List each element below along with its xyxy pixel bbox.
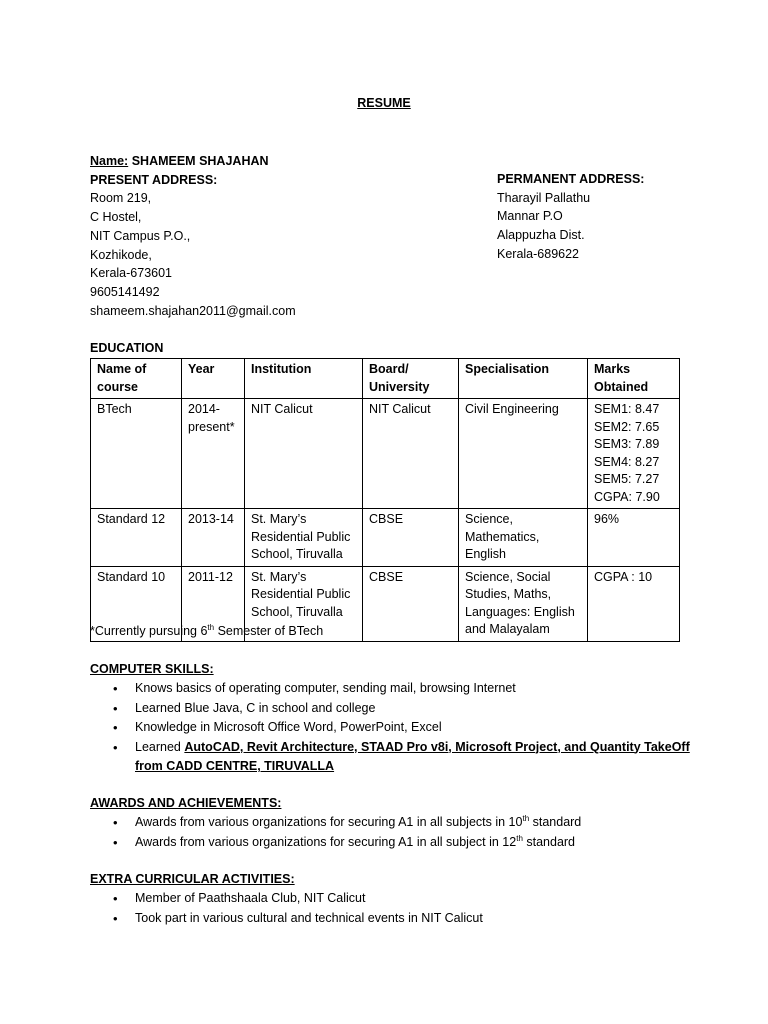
cell-line: SEM4: 8.27 <box>594 454 660 469</box>
cell-line: Board/ <box>369 362 409 376</box>
header-cell-course <box>91 359 182 399</box>
award-text-end: standard <box>522 834 576 849</box>
cell-line: course <box>97 379 138 394</box>
extra-curricular-list <box>90 889 483 928</box>
footnote-text: *Currently pursuing 6 <box>90 624 208 638</box>
cell-year <box>182 399 245 509</box>
cell-marks <box>588 566 680 641</box>
cell-line: Year <box>188 362 215 376</box>
cell-line: SEM5: 7.27 <box>594 472 660 486</box>
cell-board <box>363 566 459 641</box>
list-item: • Knowledge in Microsoft Office Word, PowerPoint, Excel <box>90 718 690 738</box>
name-label: Name: <box>90 154 129 168</box>
award-text: Awards from various organizations for securing A1 in all subjects in 10 <box>135 815 523 829</box>
cell-marks <box>588 509 680 567</box>
computer-skills-list <box>90 679 690 777</box>
permanent-address-line: Kerala-689622 <box>497 246 580 261</box>
cell-line: SEM3: 7.89 <box>594 437 660 451</box>
cell-line: NIT Calicut <box>251 402 313 416</box>
cell-line: SEM1: 8.47 <box>594 402 660 416</box>
present-address-block <box>90 152 296 320</box>
cell-line: Studies, Maths, <box>465 587 552 601</box>
cell-institution <box>245 509 363 567</box>
cell-line: Science, Social <box>465 569 551 584</box>
extra-curricular-heading: EXTRA CURRICULAR ACTIVITIES: <box>90 872 295 886</box>
permanent-address-line: Mannar P.O <box>497 209 563 224</box>
present-address-line: C Hostel, <box>90 210 142 225</box>
present-address-label: PRESENT ADDRESS: <box>90 172 218 187</box>
cell-line: St. Mary’s <box>251 569 307 584</box>
cell-institution <box>245 399 363 509</box>
cadd-courses: AutoCAD, Revit Architecture, STAAD Pro v8i, Microsoft Project, and Quantity TakeOff <box>184 739 690 754</box>
phone-number: 9605141492 <box>90 284 160 299</box>
page-title: RESUME <box>357 96 411 110</box>
award-text-end: standard <box>529 815 582 829</box>
list-item: • Member of Paathshaala Club, NIT Calicut <box>90 889 483 909</box>
cell-line: CGPA : 10 <box>594 569 653 584</box>
list-item: • Knows basics of operating computer, sending mail, browsing Internet <box>90 679 690 699</box>
cell-line: CGPA: 7.90 <box>594 489 660 504</box>
list-item-prefix: Learned <box>135 739 185 754</box>
table-header-row <box>91 359 680 399</box>
awards-heading: AWARDS AND ACHIEVEMENTS: <box>90 796 282 810</box>
permanent-address-block <box>497 170 644 264</box>
list-item <box>90 813 581 833</box>
header-cell-institution <box>245 359 363 399</box>
cell-line: Standard 12 <box>97 512 166 526</box>
header-cell-board <box>363 359 459 399</box>
cell-line: 2014- <box>188 402 220 416</box>
name-line <box>90 152 296 171</box>
cell-line: St. Mary’s <box>251 512 307 526</box>
list-item: • Learned Blue Java, C in school and college <box>90 699 690 719</box>
cell-line: Name of <box>97 362 147 376</box>
cell-marks <box>588 399 680 509</box>
present-address-line: NIT Campus P.O., <box>90 228 191 243</box>
cell-line: Obtained <box>594 379 649 394</box>
cell-line: Science, <box>465 512 513 526</box>
header-cell-specialisation <box>459 359 588 399</box>
table-row <box>91 509 680 567</box>
cell-line: English <box>465 547 506 561</box>
footnote-superscript: th <box>207 622 215 632</box>
cell-line: present* <box>188 419 235 434</box>
cell-specialisation <box>459 399 588 509</box>
present-address-line: Kerala-673601 <box>90 266 173 281</box>
cell-line: Institution <box>251 362 312 376</box>
cell-board <box>363 509 459 567</box>
table-row <box>91 399 680 509</box>
cell-line: Mathematics, <box>465 529 540 544</box>
award-text: Awards from various organizations for securing A1 in all subject in 12 <box>135 834 517 849</box>
computer-skills-heading: COMPUTER SKILLS: <box>90 662 214 676</box>
header-cell-marks <box>588 359 680 399</box>
cell-line: Marks <box>594 362 631 376</box>
cell-specialisation <box>459 566 588 641</box>
cell-line: Residential Public <box>251 529 351 544</box>
cell-line: 2011-12 <box>188 569 233 584</box>
education-heading: EDUCATION <box>90 341 164 355</box>
cell-line: and Malayalam <box>465 622 550 636</box>
cell-line: Specialisation <box>465 362 550 376</box>
award-superscript: th <box>522 813 530 823</box>
permanent-address-line: Tharayil Pallathu <box>497 190 591 205</box>
footnote-text-end: Semester of BTech <box>214 624 324 638</box>
cell-line: 96% <box>594 512 620 526</box>
awards-list <box>90 813 581 852</box>
cell-line: Residential Public <box>251 587 351 601</box>
list-item <box>90 833 581 853</box>
education-footnote <box>90 622 323 640</box>
cell-line: BTech <box>97 402 132 416</box>
cell-line: SEM2: 7.65 <box>594 419 660 434</box>
cell-line: CBSE <box>369 569 404 584</box>
cell-line: CBSE <box>369 512 404 526</box>
list-item <box>90 738 690 777</box>
cell-course <box>91 509 182 567</box>
cell-year <box>182 509 245 567</box>
education-table <box>90 358 680 642</box>
cadd-centre: from CADD CENTRE, TIRUVALLA <box>135 759 335 773</box>
cell-line: University <box>369 379 430 394</box>
cell-line: Languages: English <box>465 604 575 619</box>
email-address: shameem.shajahan2011@gmail.com <box>90 303 296 318</box>
cell-board <box>363 399 459 509</box>
permanent-address-label: PERMANENT ADDRESS: <box>497 172 645 186</box>
cell-line: Civil Engineering <box>465 402 559 416</box>
award-superscript: th <box>516 833 523 843</box>
present-address-line: Kozhikode, <box>90 247 152 262</box>
present-address-line: Room 219, <box>90 191 152 206</box>
cell-line: School, Tiruvalla <box>251 604 343 619</box>
permanent-address-line: Alappuzha Dist. <box>497 228 585 243</box>
header-cell-year <box>182 359 245 399</box>
cell-line: NIT Calicut <box>369 402 431 416</box>
cell-line: School, Tiruvalla <box>251 547 343 561</box>
cell-specialisation <box>459 509 588 567</box>
list-item: • Took part in various cultural and technical events in NIT Calicut <box>90 909 483 929</box>
name-value: SHAMEEM SHAJAHAN <box>131 154 269 168</box>
cell-line: Standard 10 <box>97 569 166 584</box>
cell-course <box>91 399 182 509</box>
cell-line: 2013-14 <box>188 512 234 526</box>
